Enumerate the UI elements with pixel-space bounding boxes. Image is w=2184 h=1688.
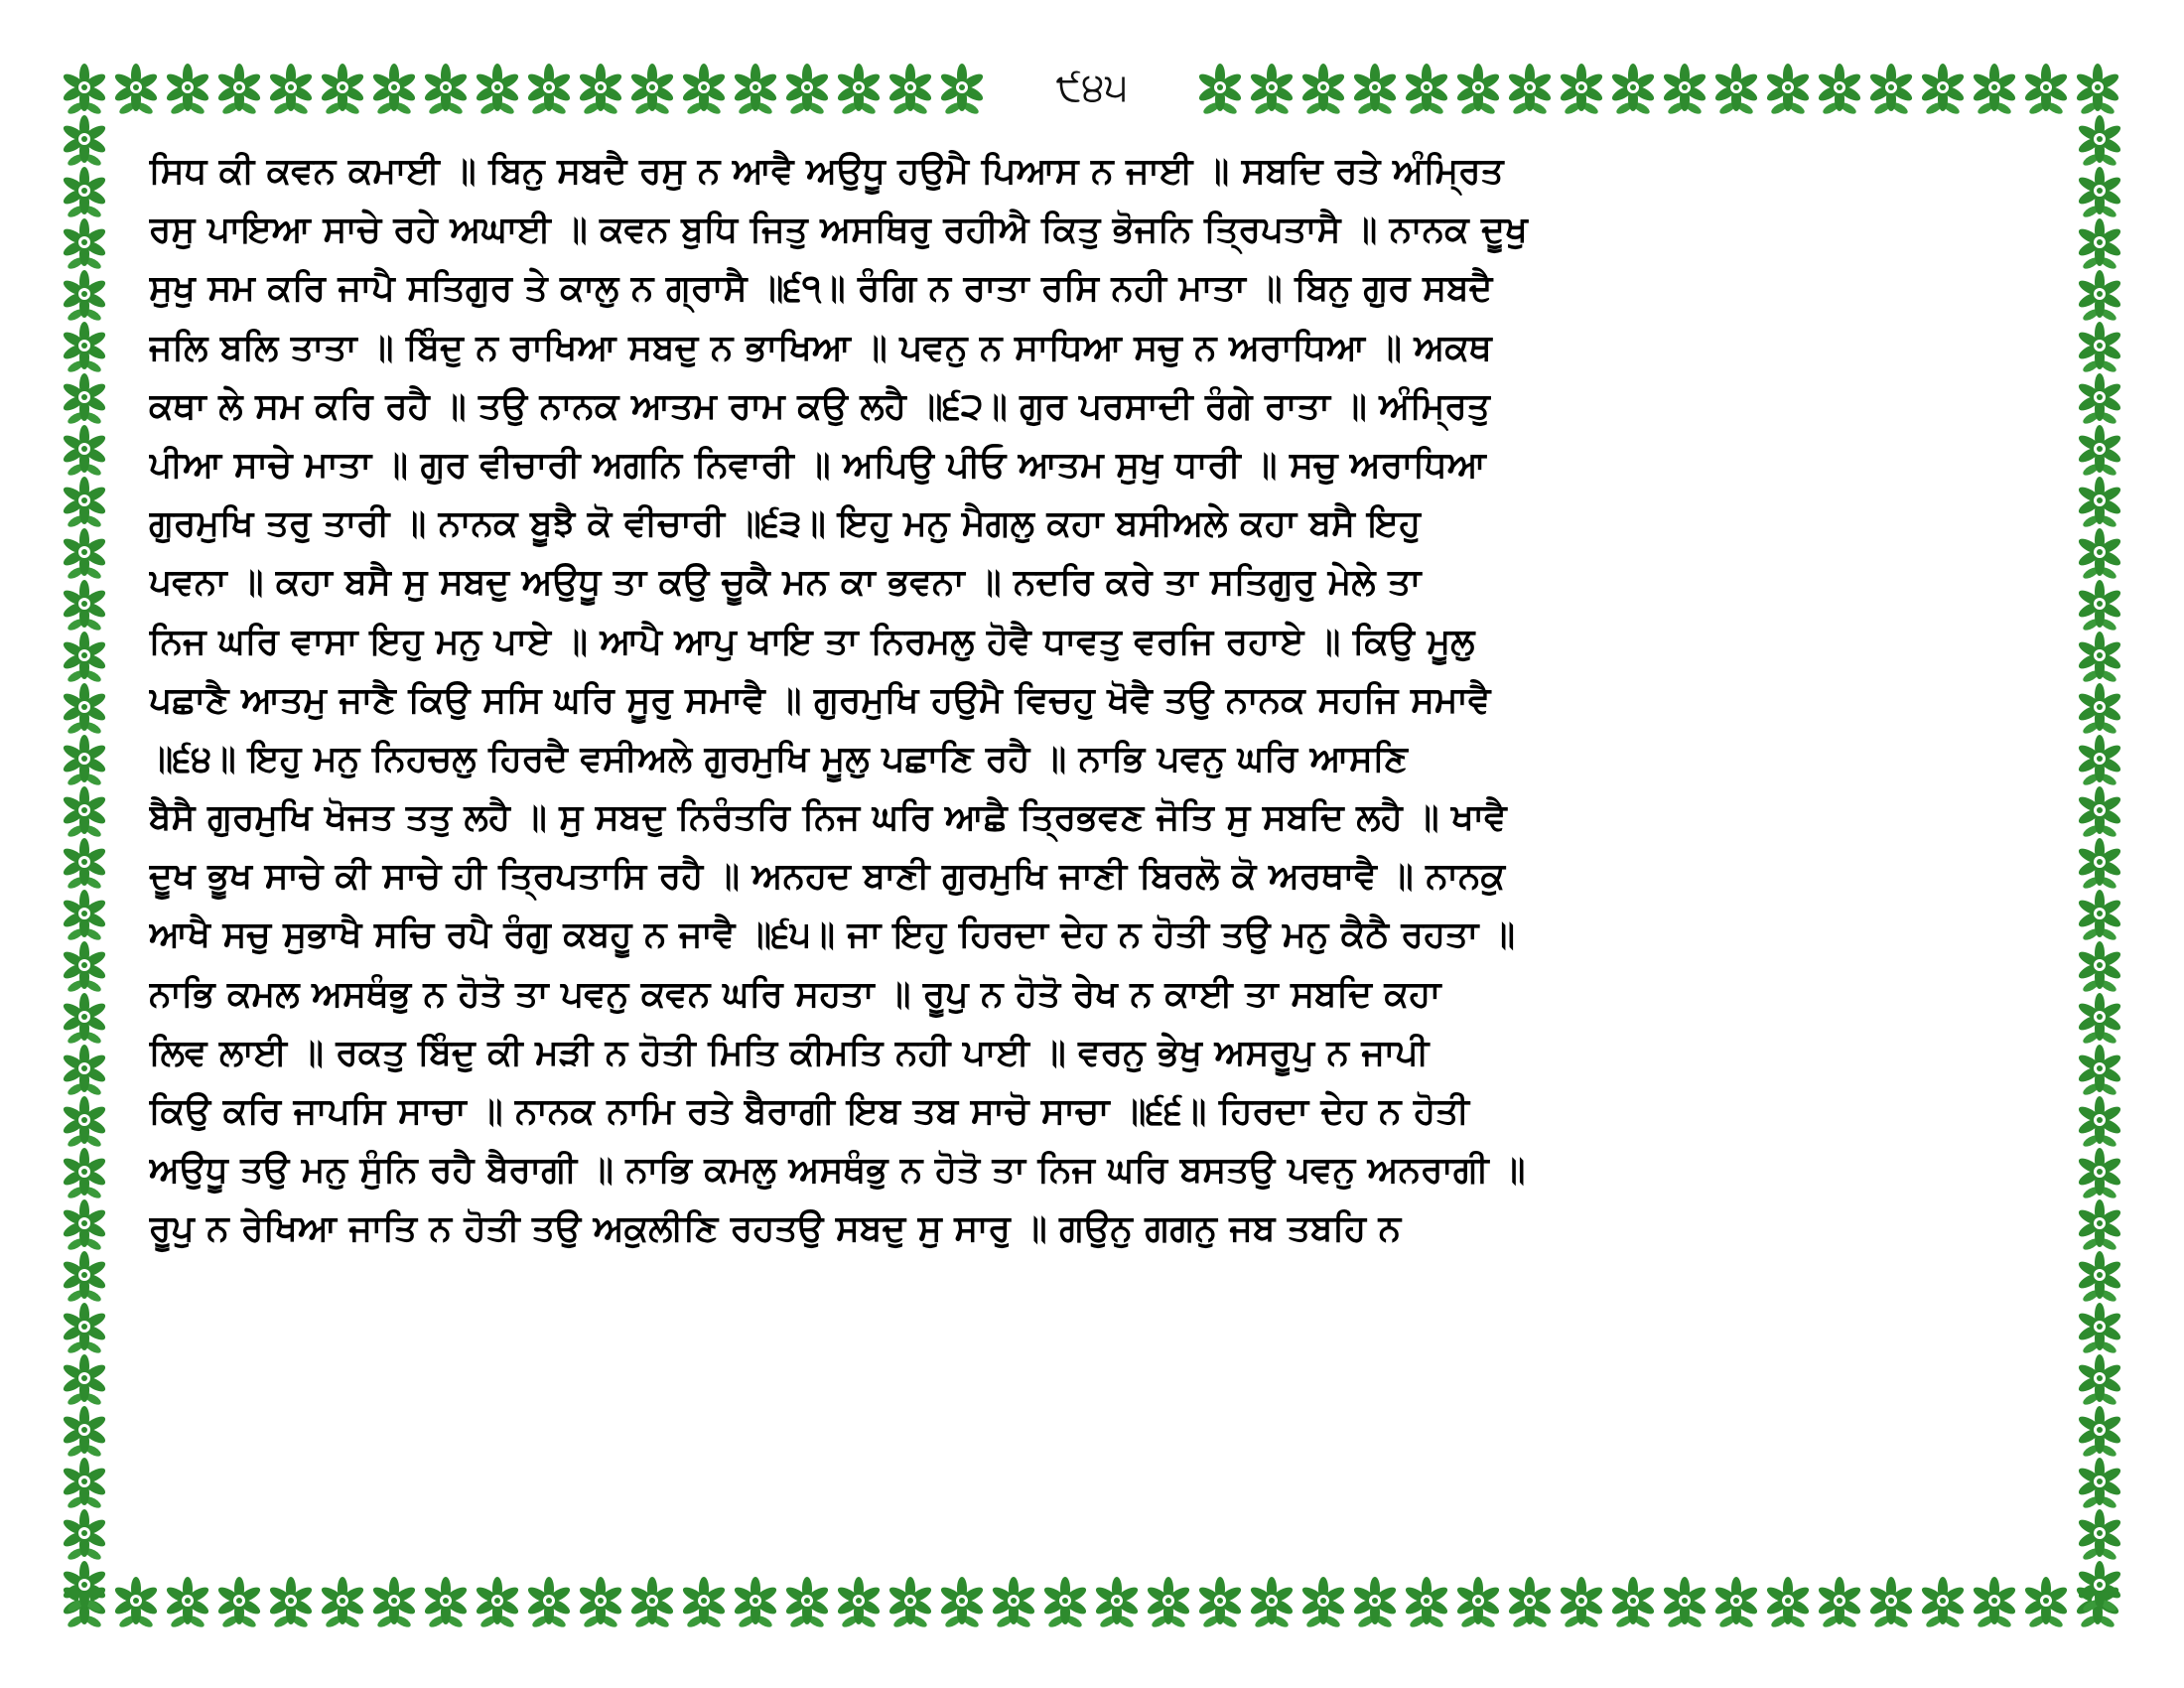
border-flower (2077, 580, 2123, 628)
border-flower (1662, 64, 1708, 111)
border-flower (1765, 64, 1812, 111)
border-flower (62, 1096, 108, 1144)
border-flower (2077, 322, 2123, 369)
border-flower (475, 64, 521, 111)
text-line: ਨਾਭਿ ਕਮਲ ਅਸਥੰਭੁ ਨ ਹੋਤੋ ਤਾ ਪਵਨੁ ਕਵਨ ਘਰਿ ਸਹਤਾ ॥ ਰੂਪੁ ਨ ਹੋਤੋ ਰੇਖ ਨ ਕਾਈ ਤਾ ਸਬਦਿ ਕਹਾ (149, 973, 1441, 1015)
border-flower (62, 941, 108, 989)
border-flower (1507, 1577, 1554, 1624)
border-flower (62, 735, 108, 782)
border-flower (2077, 838, 2123, 886)
border-flower (1868, 1577, 1915, 1624)
border-flower (2077, 218, 2123, 266)
text-line: ਸਿਧ ਕੀ ਕਵਨ ਕਮਾਈ ॥ ਬਿਨੁ ਸਬਦੈ ਰਸੁ ਨ ਆਵੈ ਅਉਧੂ ਹਉਮੈ ਪਿਆਸ ਨ ਜਾਈ ॥ ਸਬਦਿ ਰਤੇ ਅੰਮ੍ਰਿਤ (149, 151, 1504, 192)
border-flower (2077, 1251, 2123, 1299)
border-flower (1352, 1577, 1399, 1624)
border-flower (371, 64, 418, 111)
text-line: ਬੈਸੈ ਗੁਰਮੁਖਿ ਖੋਜਤ ਤਤੁ ਲਹੈ ॥ ਸੁ ਸਬਦੁ ਨਿਰੰਤਰਿ ਨਿਜ ਘਰਿ ਆਛੈ ਤ੍ਰਿਭਵਣ ਜੋਤਿ ਸੁ ਸਬਦਿ ਲਹੈ ॥ ਖਾਵੈ (149, 797, 1507, 839)
text-line: ਰਸੁ ਪਾਇਆ ਸਾਚੇ ਰਹੇ ਅਘਾਈ ॥ ਕਵਨ ਬੁਧਿ ਜਿਤੁ ਅਸਥਿਰੁ ਰਹੀਐ ਕਿਤੁ ਭੋਜਨਿ ਤ੍ਰਿਪਤਾਸੈ ॥ ਨਾਨਕ ਦੂਖੁ (149, 210, 1528, 251)
border-flower (2077, 993, 2123, 1041)
border-flower (62, 167, 108, 214)
border-flower (2077, 167, 2123, 214)
border-flower (423, 64, 470, 111)
border-flower (1817, 64, 1863, 111)
text-line: ਜਲਿ ਬਲਿ ਤਾਤਾ ॥ ਬਿੰਦੁ ਨ ਰਾਖਿਆ ਸਬਦੁ ਨ ਭਾਖਿਆ ॥ ਪਵਨੁ ਨ ਸਾਧਿਆ ਸਚੁ ਨ ਅਰਾਧਿਆ ॥ ਅਕਥ (149, 327, 1492, 368)
border-flower (1404, 1577, 1450, 1624)
border-flower (2077, 941, 2123, 989)
border-flower (578, 1577, 624, 1624)
border-flower (1249, 64, 1296, 111)
border-flower (62, 838, 108, 886)
border-flower (320, 1577, 366, 1624)
text-line: ॥੬੪॥ ਇਹੁ ਮਨੁ ਨਿਹਚਲੁ ਹਿਰਦੈ ਵਸੀਅਲੇ ਗੁਰਮੁਖਿ ਮੂਲੁ ਪਛਾਣਿ ਰਹੈ ॥ ਨਾਭਿ ਪਵਨੁ ਘਰਿ ਆਸਣਿ (149, 738, 1408, 779)
border-bottom (62, 1577, 2121, 1629)
border-flower (2077, 890, 2123, 937)
border-flower (1559, 64, 1605, 111)
border-flower (2077, 1096, 2123, 1144)
text-line: ਲਿਵ ਲਾਈ ॥ ਰਕਤੁ ਬਿੰਦੁ ਕੀ ਮੜੀ ਨ ਹੋਤੀ ਮਿਤਿ ਕੀਮਤਿ ਨਹੀ ਪਾਈ ॥ ਵਰਨੁ ਭੇਖੁ ਅਸਰੂਪੁ ਨ ਜਾਪੀ (149, 1032, 1430, 1073)
border-flower (62, 322, 108, 369)
border-flower (62, 993, 108, 1041)
border-flower (165, 1577, 211, 1624)
border-flower (62, 528, 108, 576)
text-line: ਕਿਉ ਕਰਿ ਜਾਪਸਿ ਸਾਚਾ ॥ ਨਾਨਕ ਨਾਮਿ ਰਤੇ ਬੈਰਾਗੀ ਇਬ ਤਬ ਸਾਚੋ ਸਾਚਾ ॥੬੬॥ ਹਿਰਦਾ ਦੇਹ ਨ ਹੋਤੀ (149, 1091, 1470, 1132)
border-right (2077, 115, 2123, 1614)
border-flower (2077, 786, 2123, 834)
border-flower (113, 64, 160, 111)
text-line: ਪਵਨਾ ॥ ਕਹਾ ਬਸੈ ਸੁ ਸਬਦੁ ਅਉਧੂ ਤਾ ਕਉ ਚੂਕੈ ਮਨ ਕਾ ਭਵਨਾ ॥ ਨਦਰਿ ਕਰੇ ਤਾ ਸਤਿਗੁਰੁ ਮੇਲੇ ਤਾ (149, 562, 1422, 604)
border-flower (62, 115, 108, 163)
border-flower (733, 1577, 779, 1624)
text-line: ਅਉਧੂ ਤਉ ਮਨੁ ਸੁੰਨਿ ਰਹੈ ਬੈਰਾਗੀ ॥ ਨਾਭਿ ਕਮਲੁ ਅਸਥੰਭੁ ਨ ਹੋਤੋ ਤਾ ਨਿਜ ਘਰਿ ਬਸਤਉ ਪਵਨੁ ਅਨਰਾਗੀ ॥ (149, 1150, 1526, 1192)
border-flower (1146, 1577, 1192, 1624)
border-flower (2077, 115, 2123, 163)
border-flower (62, 1561, 108, 1609)
border-flower (526, 64, 573, 111)
border-flower (1765, 1577, 1812, 1624)
border-flower (1610, 64, 1657, 111)
border-flower (62, 890, 108, 937)
border-flower (1352, 64, 1399, 111)
border-flower (423, 1577, 470, 1624)
border-flower (1920, 1577, 1967, 1624)
border-flower (62, 1251, 108, 1299)
border-flower (1507, 64, 1554, 111)
border-flower (1455, 1577, 1502, 1624)
border-flower (320, 64, 366, 111)
border-flower (1559, 1577, 1605, 1624)
border-flower (578, 64, 624, 111)
border-flower (62, 786, 108, 834)
border-flower (62, 218, 108, 266)
border-flower (62, 425, 108, 473)
text-line: ਰੂਪੁ ਨ ਰੇਖਿਆ ਜਾਤਿ ਨ ਹੋਤੀ ਤਉ ਅਕੁਲੀਣਿ ਰਹਤਉ ਸਬਦੁ ਸੁ ਸਾਰੁ ॥ ਗਉਨੁ ਗਗਨੁ ਜਬ ਤਬਹਿ ਨ (149, 1208, 1402, 1250)
border-flower (62, 373, 108, 421)
border-flower (216, 64, 263, 111)
border-flower (681, 64, 728, 111)
border-flower (62, 580, 108, 628)
border-flower (1920, 64, 1967, 111)
border-flower (2077, 1406, 2123, 1454)
border-flower (1300, 64, 1347, 111)
border-flower (371, 1577, 418, 1624)
border-left (62, 115, 108, 1614)
border-flower (2077, 1354, 2123, 1402)
border-flower (939, 1577, 986, 1624)
border-flower (784, 1577, 831, 1624)
border-flower (62, 632, 108, 679)
border-flower (2077, 1303, 2123, 1350)
border-flower (1300, 1577, 1347, 1624)
border-flower (1662, 1577, 1708, 1624)
page-number: ੯੪੫ (993, 58, 1191, 117)
text-line: ਪਛਾਣੈ ਆਤਮੁ ਜਾਣੈ ਕਿਉ ਸਸਿ ਘਰਿ ਸੂਰੁ ਸਮਾਵੈ ॥ ਗੁਰਮੁਖਿ ਹਉਮੈ ਵਿਚਹੁ ਖੋਵੈ ਤਉ ਨਾਨਕ ਸਹਜਿ ਸਮਾਵੈ (149, 679, 1491, 721)
border-flower (1610, 1577, 1657, 1624)
border-flower (1972, 1577, 2018, 1624)
border-flower (62, 1509, 108, 1557)
border-flower (62, 683, 108, 731)
border-flower (2077, 270, 2123, 318)
text-line: ਸੁਖੁ ਸਮ ਕਰਿ ਜਾਪੈ ਸਤਿਗੁਰ ਤੇ ਕਾਲੁ ਨ ਗ੍ਰਾਸੈ ॥੬੧॥ ਰੰਗਿ ਨ ਰਾਤਾ ਰਸਿ ਨਹੀ ਮਾਤਾ ॥ ਬਿਨੁ ਗੁਰ ਸਬਦੈ (149, 268, 1493, 310)
border-flower (1817, 1577, 1863, 1624)
border-flower (629, 1577, 676, 1624)
border-flower (1404, 64, 1450, 111)
border-flower (2077, 477, 2123, 524)
border-flower (1249, 1577, 1296, 1624)
border-flower (2075, 64, 2121, 111)
border-flower (2023, 64, 2070, 111)
border-flower (2077, 1458, 2123, 1505)
border-flower (216, 1577, 263, 1624)
border-flower (268, 64, 315, 111)
border-flower (2077, 1045, 2123, 1092)
border-flower (62, 1199, 108, 1247)
border-flower (991, 1577, 1037, 1624)
border-flower (681, 1577, 728, 1624)
border-flower (2077, 1561, 2123, 1609)
border-flower (1868, 64, 1915, 111)
text-line: ਆਖੈ ਸਚੁ ਸੁਭਾਖੈ ਸਚਿ ਰਪੈ ਰੰਗੁ ਕਬਹੂ ਨ ਜਾਵੈ ॥੬੫॥ ਜਾ ਇਹੁ ਹਿਰਦਾ ਦੇਹ ਨ ਹੋਤੀ ਤਉ ਮਨੁ ਕੈਠੈ ਰਹਤਾ ॥ (149, 914, 1516, 956)
border-flower (784, 64, 831, 111)
border-flower (62, 1406, 108, 1454)
border-flower (62, 477, 108, 524)
border-flower (836, 1577, 883, 1624)
border-flower (62, 1303, 108, 1350)
border-flower (62, 64, 108, 111)
border-flower (2077, 1509, 2123, 1557)
text-line: ਗੁਰਮੁਖਿ ਤਰੁ ਤਾਰੀ ॥ ਨਾਨਕ ਬੂਝੈ ਕੋ ਵੀਚਾਰੀ ॥੬੩॥ ਇਹੁ ਮਨੁ ਮੈਗਲੁ ਕਹਾ ਬਸੀਅਲੇ ਕਹਾ ਬਸੈ ਇਹੁ (149, 503, 1421, 545)
border-flower (733, 64, 779, 111)
text-line: ਦੂਖ ਭੂਖ ਸਾਚੇ ਕੀ ਸਾਚੇ ਹੀ ਤ੍ਰਿਪਤਾਸਿ ਰਹੈ ॥ ਅਨਹਦ ਬਾਣੀ ਗੁਰਮੁਖਿ ਜਾਣੀ ਬਿਰਲੋ ਕੋ ਅਰਥਾਵੈ ॥ ਨਾਨਕੁ (149, 856, 1506, 898)
border-flower (887, 64, 934, 111)
text-line: ਕਥਾ ਲੇ ਸਮ ਕਰਿ ਰਹੈ ॥ ਤਉ ਨਾਨਕ ਆਤਮ ਰਾਮ ਕਉ ਲਹੈ ॥੬੨॥ ਗੁਰ ਪਰਸਾਦੀ ਰੰਗੇ ਰਾਤਾ ॥ ਅੰਮ੍ਰਿਤੁ (149, 385, 1490, 427)
border-flower (629, 64, 676, 111)
border-flower (475, 1577, 521, 1624)
border-flower (2077, 1148, 2123, 1196)
border-flower (1042, 1577, 1089, 1624)
border-flower (165, 64, 211, 111)
border-flower (1455, 64, 1502, 111)
text-line: ਨਿਜ ਘਰਿ ਵਾਸਾ ਇਹੁ ਮਨੁ ਪਾਏ ॥ ਆਪੈ ਆਪੁ ਖਾਇ ਤਾ ਨਿਰਮਲੁ ਹੋਵੈ ਧਾਵਤੁ ਵਰਜਿ ਰਹਾਏ ॥ ਕਿਉ ਮੂਲੁ (149, 621, 1475, 662)
border-flower (1713, 1577, 1760, 1624)
border-flower (113, 1577, 160, 1624)
border-flower (268, 1577, 315, 1624)
border-flower (1094, 1577, 1141, 1624)
border-flower (62, 1045, 108, 1092)
border-flower (1197, 64, 1244, 111)
border-flower (1197, 1577, 1244, 1624)
text-line: ਪੀਆ ਸਾਚੇ ਮਾਤਾ ॥ ਗੁਰ ਵੀਚਾਰੀ ਅਗਨਿ ਨਿਵਾਰੀ ॥ ਅਪਿਉ ਪੀਓ ਆਤਮ ਸੁਖੁ ਧਾਰੀ ॥ ਸਚੁ ਅਰਾਧਿਆ (149, 444, 1486, 486)
border-flower (939, 64, 986, 111)
border-flower (62, 1148, 108, 1196)
border-flower (1972, 64, 2018, 111)
border-flower (2077, 632, 2123, 679)
border-flower (2077, 683, 2123, 731)
border-flower (887, 1577, 934, 1624)
border-flower (2077, 1199, 2123, 1247)
border-flower (62, 1458, 108, 1505)
border-flower (526, 1577, 573, 1624)
border-flower (2023, 1577, 2070, 1624)
scripture-text (149, 142, 2035, 1259)
border-flower (62, 270, 108, 318)
border-flower (2077, 373, 2123, 421)
border-flower (2077, 425, 2123, 473)
border-flower (2077, 528, 2123, 576)
border-flower (836, 64, 883, 111)
border-flower (62, 1354, 108, 1402)
border-flower (2077, 735, 2123, 782)
border-flower (1713, 64, 1760, 111)
